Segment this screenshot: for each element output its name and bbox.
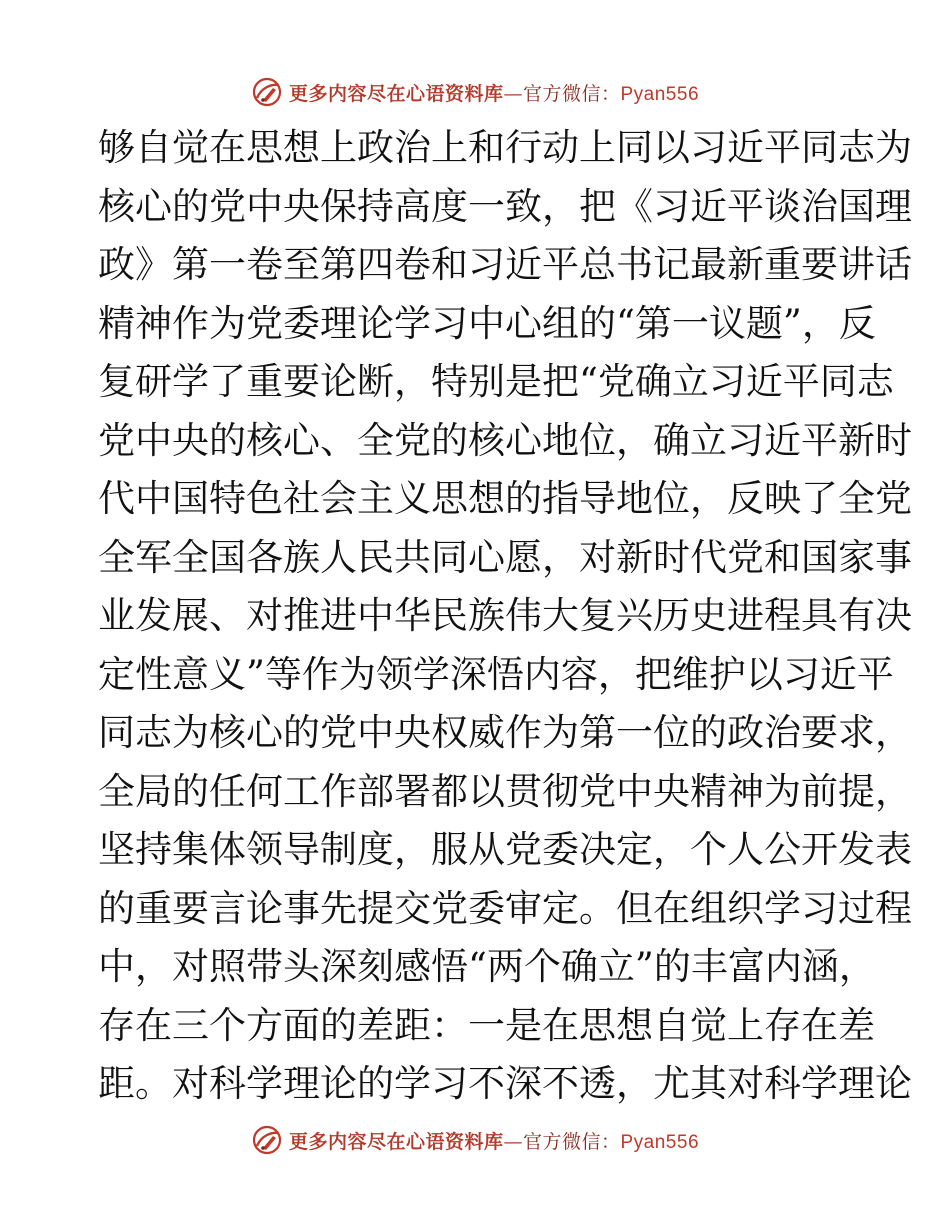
text-line: 中，对照带头深刻感悟“两个确立”的丰富内涵， [98,945,876,988]
pen-circle-logo-icon [251,1124,283,1156]
watermark-dash: — [503,1130,523,1153]
watermark-text [289,79,699,106]
text-line: 党中央的核心、全党的核心地位，确立习近平新时 [98,418,912,462]
watermark-wechat-id: Pyan556 [620,1131,700,1153]
text-line: 核心的党中央保持高度一致，把《习近平谈治国理 [98,184,912,228]
footer-watermark [0,1120,950,1160]
text-line: 政》第一卷至第四卷和习近平总书记最新重要讲话 [98,243,912,286]
watermark-wechat-id: Pyan556 [620,83,700,105]
text-line: 距。对科学理论的学习不深不透，尤其对科学理论 [98,1062,912,1105]
text-line: 全军全国各族人民共同心愿，对新时代党和国家事 [98,535,912,579]
watermark-middle: 官方微信： [522,82,621,105]
body-text [98,119,912,1114]
text-line: 定性意义”等作为领学深悟内容，把维护以习近平 [98,652,894,696]
text-line: 全局的任何工作部署都以贯彻党中央精神为前提， [98,769,912,813]
text-line: 代中国特色社会主义思想的指导地位，反映了全党 [98,477,912,520]
pen-circle-logo-icon [251,76,283,108]
text-line: 存在三个方面的差距：一是在思想自觉上存在差 [98,1003,875,1047]
text-line: 的重要言论事先提交党委审定。但在组织学习过程 [98,886,912,930]
watermark-text [289,1127,699,1154]
watermark-dash: — [503,82,523,105]
text-line: 坚持集体领导制度，服从党委决定，个人公开发表 [98,828,912,871]
watermark-prefix: 更多内容尽在心语资料库 [288,1130,504,1153]
header-watermark [0,72,950,112]
text-line: 够自觉在思想上政治上和行动上同以习近平同志为 [98,126,912,169]
watermark-prefix: 更多内容尽在心语资料库 [288,82,504,105]
text-line: 同志为核心的党中央权威作为第一位的政治要求， [98,711,912,754]
text-line: 复研学了重要论断，特别是把“党确立习近平同志 [98,360,894,403]
text-line: 精神作为党委理论学习中心组的“第一议题”，反 [98,301,876,345]
text-line: 业发展、对推进中华民族伟大复兴历史进程具有决 [98,594,912,637]
watermark-middle: 官方微信： [522,1130,621,1153]
